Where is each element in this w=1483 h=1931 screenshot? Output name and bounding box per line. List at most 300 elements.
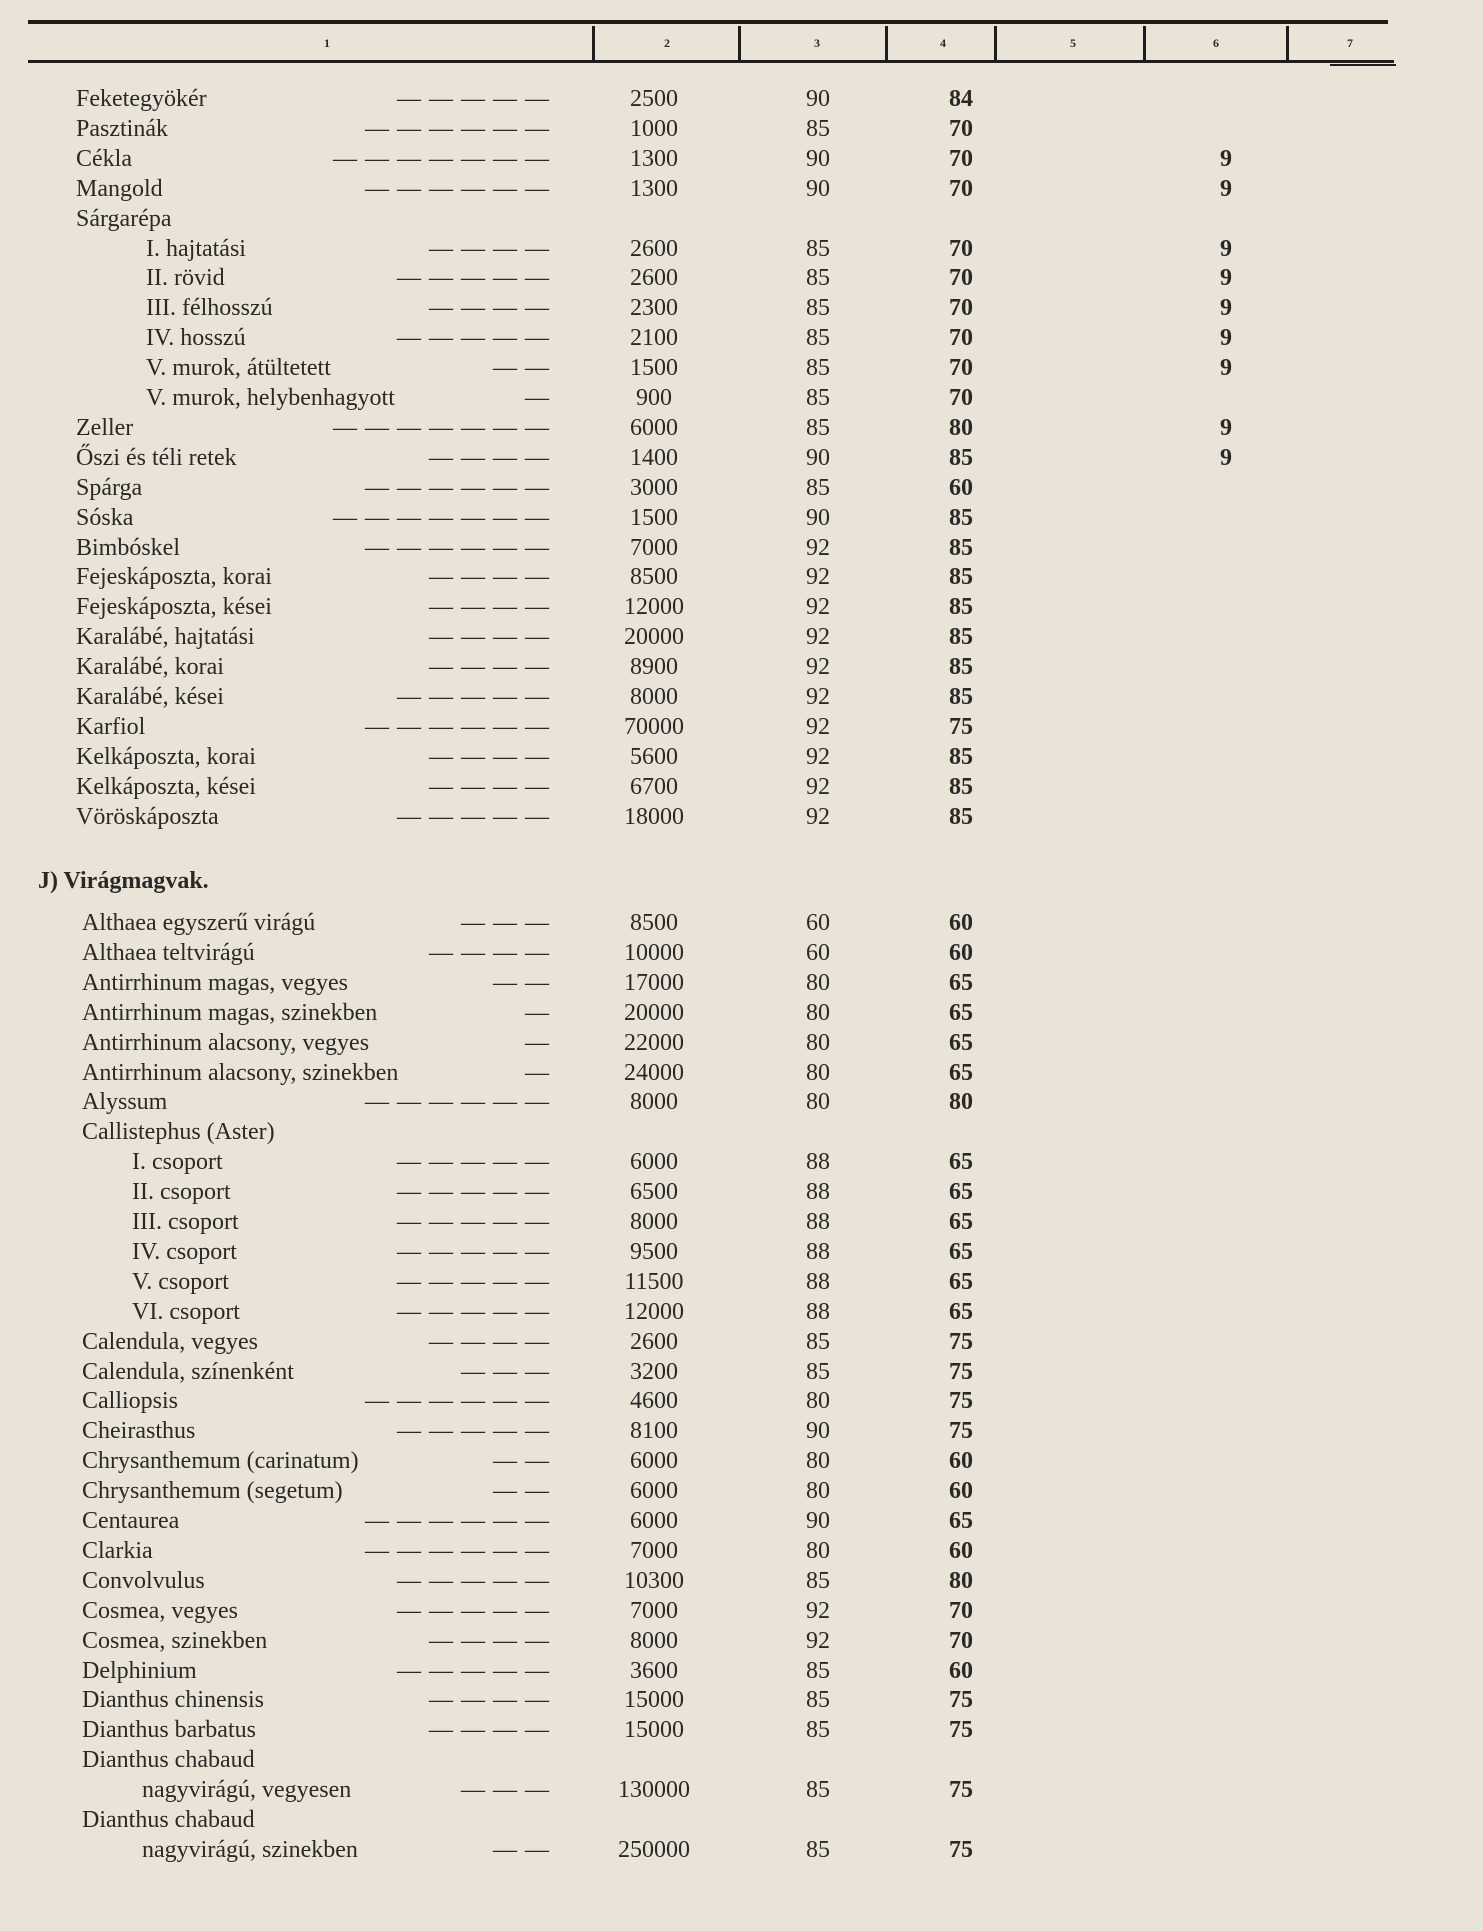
row-label: Vöröskáposzta [76, 803, 219, 830]
leader-dashes: — — — — — [397, 325, 550, 352]
column-2-value: 2300 [630, 295, 678, 322]
table-row [0, 593, 1483, 622]
row-label: II. csoport [132, 1179, 231, 1206]
row-label: Zeller [76, 414, 134, 441]
column-2-value: 1300 [630, 175, 678, 202]
column-2-value: 2600 [630, 235, 678, 262]
row-label: II. rövid [146, 265, 225, 292]
column-3-value: 80 [806, 1089, 830, 1116]
leader-dashes: — [525, 1059, 550, 1086]
column-3-value: 80 [806, 999, 830, 1026]
column-4-value: 60 [949, 474, 973, 501]
table-row [0, 534, 1483, 563]
row-label: III. félhosszú [146, 295, 273, 322]
table-row [0, 474, 1483, 503]
column-3-value: 90 [806, 1508, 830, 1534]
leader-dashes: — [525, 1029, 550, 1056]
row-label: nagyvirágú, vegyesen [142, 1777, 352, 1804]
column-4-value: 75 [949, 1358, 973, 1385]
header-separator [738, 26, 741, 60]
table-row [0, 1059, 1483, 1088]
leader-dashes: — — — — [429, 1328, 550, 1355]
leader-dashes: — — [493, 969, 550, 996]
table-row [0, 175, 1483, 204]
row-label: Centaurea [82, 1508, 180, 1534]
row-label: I. hajtatási [146, 235, 246, 262]
column-2-value: 3200 [630, 1358, 678, 1385]
table-row [0, 1657, 1483, 1686]
column-2-value: 8000 [630, 684, 678, 710]
column-2-value: 1000 [630, 115, 678, 142]
table-row [0, 1208, 1483, 1237]
column-3-value: 88 [806, 1298, 830, 1325]
row-label: I. csoport [132, 1149, 223, 1176]
column-3-value: 80 [806, 1478, 830, 1505]
row-label: IV. hosszú [146, 325, 246, 352]
table-row [0, 145, 1483, 174]
column-4-value: 80 [949, 414, 973, 441]
table-row [0, 1447, 1483, 1476]
column-3-value: 90 [806, 145, 830, 172]
column-header-7: 7 [1347, 36, 1353, 50]
row-label: III. csoport [132, 1209, 239, 1235]
column-3-value: 92 [806, 713, 830, 740]
column-3-value: 88 [806, 1209, 830, 1235]
leader-dashes: — — — — — [397, 1657, 550, 1684]
column-3-value: 85 [806, 1328, 830, 1355]
table-row [0, 1328, 1483, 1357]
column-2-value: 6000 [630, 414, 678, 441]
table-row [0, 713, 1483, 742]
table-row [0, 294, 1483, 323]
row-label: Fejeskáposzta, kései [76, 594, 272, 621]
table-row [0, 1716, 1483, 1745]
leader-dashes: — — — — — — — [333, 145, 550, 172]
table-row [0, 264, 1483, 293]
column-4-value: 70 [949, 325, 973, 352]
column-3-value: 85 [806, 414, 830, 441]
row-label: Dianthus chinensis [82, 1687, 264, 1714]
column-4-value: 85 [949, 564, 973, 591]
column-4-value: 85 [949, 654, 973, 681]
table-row [0, 1268, 1483, 1297]
row-label: Spárga [76, 474, 143, 501]
table-row [0, 743, 1483, 772]
column-4-value: 84 [949, 86, 973, 112]
header-separator [1143, 26, 1146, 60]
column-4-value: 60 [949, 1657, 973, 1684]
leader-dashes: — — — [461, 1777, 550, 1804]
column-4-value: 85 [949, 444, 973, 471]
column-header-6: 6 [1213, 36, 1219, 50]
column-4-value: 65 [949, 1508, 973, 1534]
row-label: VI. csoport [132, 1298, 240, 1325]
column-4-value: 75 [949, 1418, 973, 1445]
leader-dashes: — — — — — [397, 1298, 550, 1325]
row-label: Kelkáposzta, korai [76, 743, 256, 770]
header-separator [885, 26, 888, 60]
column-3-value: 80 [806, 1537, 830, 1564]
column-2-value: 24000 [624, 1059, 684, 1086]
column-3-value: 92 [806, 624, 830, 651]
leader-dashes: — [525, 999, 550, 1026]
column-4-value: 75 [949, 1777, 973, 1804]
table-row [0, 1567, 1483, 1596]
column-4-value: 70 [949, 295, 973, 322]
leader-dashes: — — — — — [397, 1418, 550, 1445]
leader-dashes: — — — — [429, 594, 550, 621]
column-4-value: 70 [949, 385, 973, 411]
table-row [0, 1417, 1483, 1446]
column-2-value: 17000 [624, 969, 684, 996]
table-row [0, 324, 1483, 353]
column-6-value: 9 [1220, 175, 1232, 202]
column-2-value: 2100 [630, 325, 678, 352]
row-label: V. csoport [132, 1268, 229, 1295]
leader-dashes: — [525, 385, 550, 411]
leader-dashes: — — — — — — [365, 115, 550, 142]
column-4-value: 65 [949, 1149, 973, 1176]
table-row [0, 1746, 1483, 1775]
column-6-value: 9 [1220, 414, 1232, 441]
column-3-value: 85 [806, 1777, 830, 1804]
column-3-value: 88 [806, 1179, 830, 1206]
column-header-3: 3 [814, 36, 820, 50]
column-3-value: 92 [806, 773, 830, 800]
column-3-value: 88 [806, 1268, 830, 1295]
column-3-value: 85 [806, 235, 830, 262]
row-label: Kelkáposzta, kései [76, 773, 256, 800]
column-3-value: 92 [806, 654, 830, 681]
leader-dashes: — — — — [429, 295, 550, 322]
column-6-value: 9 [1220, 325, 1232, 352]
column-4-value: 60 [949, 1537, 973, 1564]
column-4-value: 80 [949, 1089, 973, 1116]
leader-dashes: — — — — — [397, 803, 550, 830]
table-row [0, 1088, 1483, 1117]
column-4-value: 75 [949, 1717, 973, 1744]
table-row [0, 623, 1483, 652]
column-4-value: 70 [949, 115, 973, 142]
column-4-value: 65 [949, 1179, 973, 1206]
column-header-1: 1 [324, 36, 330, 50]
leader-dashes: — — — [461, 1358, 550, 1385]
column-4-value: 65 [949, 999, 973, 1026]
column-3-value: 80 [806, 1388, 830, 1415]
row-label: Clarkia [82, 1537, 153, 1564]
column-2-value: 6000 [630, 1508, 678, 1534]
leader-dashes: — — [493, 355, 550, 382]
header-bottom-rule [28, 60, 1394, 63]
column-4-value: 75 [949, 713, 973, 740]
column-4-value: 85 [949, 534, 973, 561]
leader-dashes: — — — — [429, 624, 550, 651]
column-3-value: 92 [806, 1627, 830, 1654]
column-6-value: 9 [1220, 444, 1232, 471]
leader-dashes: — — [493, 1478, 550, 1505]
column-2-value: 20000 [624, 999, 684, 1026]
column-3-value: 85 [806, 1358, 830, 1385]
row-label: Feketegyökér [76, 86, 207, 112]
leader-dashes: — — — — — — [365, 1388, 550, 1415]
row-label: Karalábé, korai [76, 654, 224, 681]
column-2-value: 2500 [630, 86, 678, 112]
leader-dashes: — — — — — [397, 1179, 550, 1206]
table-row [0, 1507, 1483, 1536]
column-2-value: 8500 [630, 910, 678, 936]
row-label: Cheirasthus [82, 1418, 196, 1445]
table-row [0, 1477, 1483, 1506]
leader-dashes: — — — — [429, 773, 550, 800]
row-label: Alyssum [82, 1089, 168, 1116]
column-2-value: 8000 [630, 1089, 678, 1116]
column-4-value: 65 [949, 1059, 973, 1086]
column-4-value: 70 [949, 235, 973, 262]
leader-dashes: — — — — [429, 444, 550, 471]
column-3-value: 80 [806, 1059, 830, 1086]
leader-dashes: — — — — — — [365, 1089, 550, 1116]
column-2-value: 15000 [624, 1717, 684, 1744]
row-label: Sóska [76, 504, 134, 531]
table-row [0, 1118, 1483, 1147]
column-4-value: 70 [949, 355, 973, 382]
column-2-value: 1400 [630, 444, 678, 471]
column-2-value: 5600 [630, 743, 678, 770]
column-3-value: 60 [806, 939, 830, 966]
column-4-value: 75 [949, 1328, 973, 1355]
column-4-value: 65 [949, 1268, 973, 1295]
column-2-value: 3600 [630, 1657, 678, 1684]
column-3-value: 80 [806, 969, 830, 996]
column-2-value: 15000 [624, 1687, 684, 1714]
leader-dashes: — — — — [429, 1717, 550, 1744]
row-label: Callistephus (Aster) [82, 1119, 275, 1146]
header-bottom-rule-tail [1330, 64, 1396, 66]
leader-dashes: — — — — — [397, 1567, 550, 1594]
leader-dashes: — — — — [429, 564, 550, 591]
column-2-value: 70000 [624, 713, 684, 740]
column-3-value: 85 [806, 1717, 830, 1744]
column-2-value: 9500 [630, 1238, 678, 1265]
column-3-value: 85 [806, 295, 830, 322]
column-2-value: 6000 [630, 1478, 678, 1505]
leader-dashes: — — — — [429, 939, 550, 966]
column-4-value: 85 [949, 504, 973, 531]
column-2-value: 3000 [630, 474, 678, 501]
row-label: Karalábé, hajtatási [76, 624, 255, 651]
table-row [0, 384, 1483, 413]
row-label: Karfiol [76, 713, 146, 740]
column-4-value: 85 [949, 803, 973, 830]
column-2-value: 7000 [630, 1537, 678, 1564]
column-2-value: 4600 [630, 1388, 678, 1415]
column-4-value: 65 [949, 969, 973, 996]
row-label: Fejeskáposzta, korai [76, 564, 272, 591]
column-4-value: 85 [949, 624, 973, 651]
column-3-value: 85 [806, 355, 830, 382]
column-6-value: 9 [1220, 235, 1232, 262]
row-label: Calliopsis [82, 1388, 179, 1415]
column-2-value: 250000 [618, 1836, 690, 1863]
row-label: Convolvulus [82, 1567, 205, 1594]
leader-dashes: — — — [461, 910, 550, 936]
leader-dashes: — — — — [429, 743, 550, 770]
column-4-value: 65 [949, 1209, 973, 1235]
leader-dashes: — — — — — [397, 265, 550, 292]
column-2-value: 1500 [630, 504, 678, 531]
column-2-value: 11500 [624, 1268, 684, 1295]
row-label: Cékla [76, 145, 132, 172]
table-row [0, 1148, 1483, 1177]
leader-dashes: — — [493, 1836, 550, 1863]
table-row [0, 205, 1483, 234]
column-4-value: 65 [949, 1298, 973, 1325]
column-3-value: 90 [806, 175, 830, 202]
column-header-4: 4 [940, 36, 946, 50]
column-2-value: 10000 [624, 939, 684, 966]
table-row [0, 1806, 1483, 1835]
table-row [0, 1597, 1483, 1626]
column-4-value: 70 [949, 1597, 973, 1624]
column-2-value: 6500 [630, 1179, 678, 1206]
leader-dashes: — — — — — — [365, 1508, 550, 1534]
row-label: Althaea teltvirágú [82, 939, 255, 966]
leader-dashes: — — — — — — [365, 474, 550, 501]
row-label: Dianthus barbatus [82, 1717, 256, 1744]
table-row [0, 1358, 1483, 1387]
column-6-value: 9 [1220, 265, 1232, 292]
column-3-value: 88 [806, 1238, 830, 1265]
leader-dashes: — — [493, 1448, 550, 1475]
table-row [0, 999, 1483, 1028]
column-3-value: 85 [806, 474, 830, 501]
column-4-value: 85 [949, 684, 973, 710]
table-row [0, 85, 1483, 114]
row-label: Delphinium [82, 1657, 197, 1684]
header-top-rule [28, 20, 1388, 24]
leader-dashes: — — — — — — — [333, 414, 550, 441]
column-2-value: 7000 [630, 534, 678, 561]
column-3-value: 85 [806, 385, 830, 411]
header-separator [1286, 26, 1289, 60]
row-label: IV. csoport [132, 1238, 237, 1265]
table-row [0, 939, 1483, 968]
column-header-2: 2 [664, 36, 670, 50]
row-label: Karalábé, kései [76, 684, 224, 710]
column-3-value: 85 [806, 265, 830, 292]
column-3-value: 92 [806, 564, 830, 591]
row-label: Antirrhinum alacsony, szinekben [82, 1059, 399, 1086]
column-6-value: 9 [1220, 355, 1232, 382]
table-row [0, 444, 1483, 473]
leader-dashes: — — — — [429, 1627, 550, 1654]
column-3-value: 90 [806, 86, 830, 112]
row-label: Pasztinák [76, 115, 168, 142]
table-row [0, 773, 1483, 802]
column-2-value: 8000 [630, 1627, 678, 1654]
column-2-value: 8100 [630, 1418, 678, 1445]
column-2-value: 8000 [630, 1209, 678, 1235]
table-row [0, 653, 1483, 682]
column-2-value: 12000 [624, 594, 684, 621]
table-row [0, 1537, 1483, 1566]
column-4-value: 60 [949, 1448, 973, 1475]
column-2-value: 12000 [624, 1298, 684, 1325]
row-label: Cosmea, vegyes [82, 1597, 238, 1624]
table-row [0, 683, 1483, 712]
column-2-value: 7000 [630, 1597, 678, 1624]
table-row [0, 909, 1483, 938]
row-label: Mangold [76, 175, 163, 202]
column-4-value: 75 [949, 1687, 973, 1714]
row-label: Sárgarépa [76, 205, 172, 232]
column-4-value: 70 [949, 145, 973, 172]
row-label: Antirrhinum alacsony, vegyes [82, 1029, 370, 1056]
table-row [0, 1178, 1483, 1207]
table-row [0, 414, 1483, 443]
table-row [0, 504, 1483, 533]
column-4-value: 65 [949, 1238, 973, 1265]
column-4-value: 70 [949, 265, 973, 292]
column-3-value: 92 [806, 803, 830, 830]
leader-dashes: — — — — — — [365, 713, 550, 740]
leader-dashes: — — — — [429, 235, 550, 262]
column-3-value: 85 [806, 115, 830, 142]
row-label: Calendula, vegyes [82, 1328, 258, 1355]
column-3-value: 92 [806, 534, 830, 561]
row-label: Chrysanthemum (carinatum) [82, 1448, 359, 1475]
column-3-value: 85 [806, 1687, 830, 1714]
header-separator [592, 26, 595, 60]
column-4-value: 60 [949, 939, 973, 966]
row-label: Chrysanthemum (segetum) [82, 1478, 343, 1505]
column-4-value: 75 [949, 1836, 973, 1863]
row-label: Antirrhinum magas, szinekben [82, 999, 378, 1026]
column-header-5: 5 [1070, 36, 1076, 50]
column-2-value: 6000 [630, 1448, 678, 1475]
row-label: Althaea egyszerű virágú [82, 910, 316, 936]
table-row [0, 1776, 1483, 1805]
column-3-value: 80 [806, 1448, 830, 1475]
column-3-value: 90 [806, 1418, 830, 1445]
table-row [0, 1686, 1483, 1715]
column-3-value: 85 [806, 1567, 830, 1594]
row-label: nagyvirágú, szinekben [142, 1836, 358, 1863]
leader-dashes: — — — — [429, 654, 550, 681]
column-2-value: 22000 [624, 1029, 684, 1056]
column-3-value: 80 [806, 1029, 830, 1056]
row-label: V. murok, helybenhagyott [146, 385, 395, 411]
column-2-value: 6000 [630, 1149, 678, 1176]
column-2-value: 2600 [630, 265, 678, 292]
leader-dashes: — — — — — — [365, 534, 550, 561]
row-label: Bimbóskel [76, 534, 181, 561]
table-row [0, 1387, 1483, 1416]
leader-dashes: — — — — — [397, 86, 550, 112]
table-row [0, 1298, 1483, 1327]
leader-dashes: — — — — — [397, 1238, 550, 1265]
leader-dashes: — — — — — [397, 1149, 550, 1176]
row-label: Cosmea, szinekben [82, 1627, 268, 1654]
column-2-value: 8900 [630, 654, 678, 681]
column-4-value: 60 [949, 1478, 973, 1505]
column-4-value: 65 [949, 1029, 973, 1056]
column-2-value: 8500 [630, 564, 678, 591]
leader-dashes: — — — — — [397, 684, 550, 710]
table-row [0, 1627, 1483, 1656]
column-3-value: 90 [806, 444, 830, 471]
column-3-value: 90 [806, 504, 830, 531]
